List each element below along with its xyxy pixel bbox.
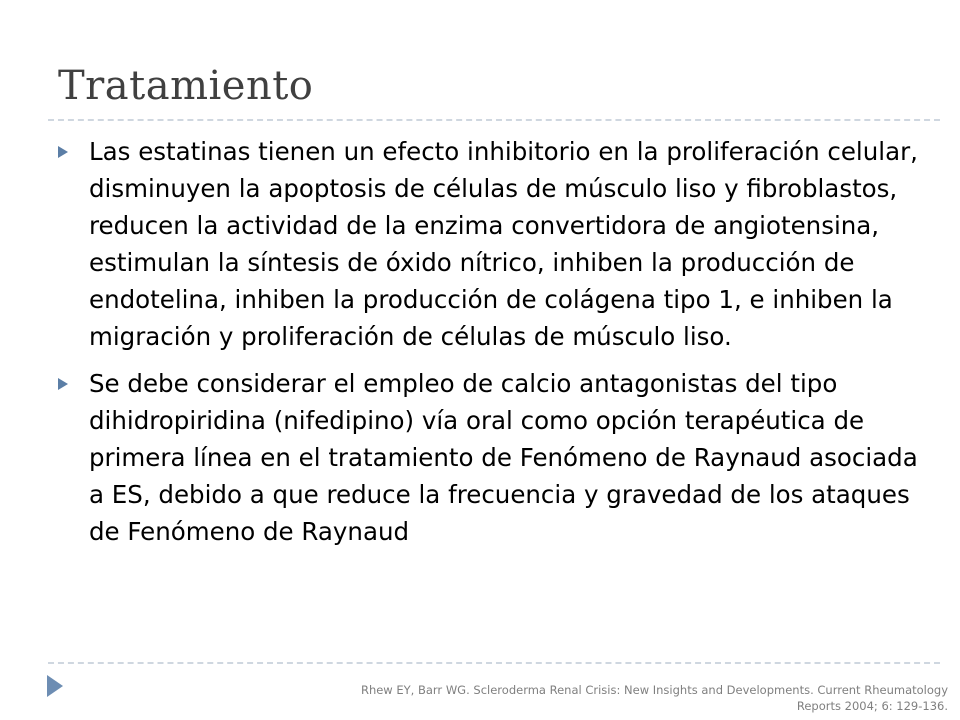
bullet-item <box>58 365 918 550</box>
bullet-item <box>58 133 918 355</box>
citation: Rhew EY, Barr WG. Scleroderma Renal Crisis: New Insights and Developments. Current Rheumatology Reports 2004; 6: 129-136. <box>360 683 948 713</box>
slide-title: Tratamiento <box>58 63 314 109</box>
triangle-bullet-icon <box>58 378 68 390</box>
bullet-text: Se debe considerar el empleo de calcio antagonistas del tipo dihidropiridina (nifedipino) vía oral como opción terapéutica de primera línea en el tratamiento de Fenómeno de Raynaud asociada a ES, debido a que reduce la frecuencia y gravedad de los ataques de Fenómeno de Raynaud <box>89 369 918 546</box>
slide-body <box>58 133 918 560</box>
triangle-bullet-icon <box>58 146 68 158</box>
title-divider <box>48 119 940 121</box>
footer-divider <box>48 662 940 664</box>
footer-arrow-icon <box>47 675 63 697</box>
bullet-text: Las estatinas tienen un efecto inhibitorio en la proliferación celular, disminuyen la apoptosis de células de músculo liso y fibroblastos, reducen la actividad de la enzima convertidora de angiotensina, estimulan la síntesis de óxido nítrico, inhiben la producción de endotelina, inhiben la producción de colágena tipo 1, e inhiben la migración y proliferación de células de músculo liso. <box>89 137 918 351</box>
